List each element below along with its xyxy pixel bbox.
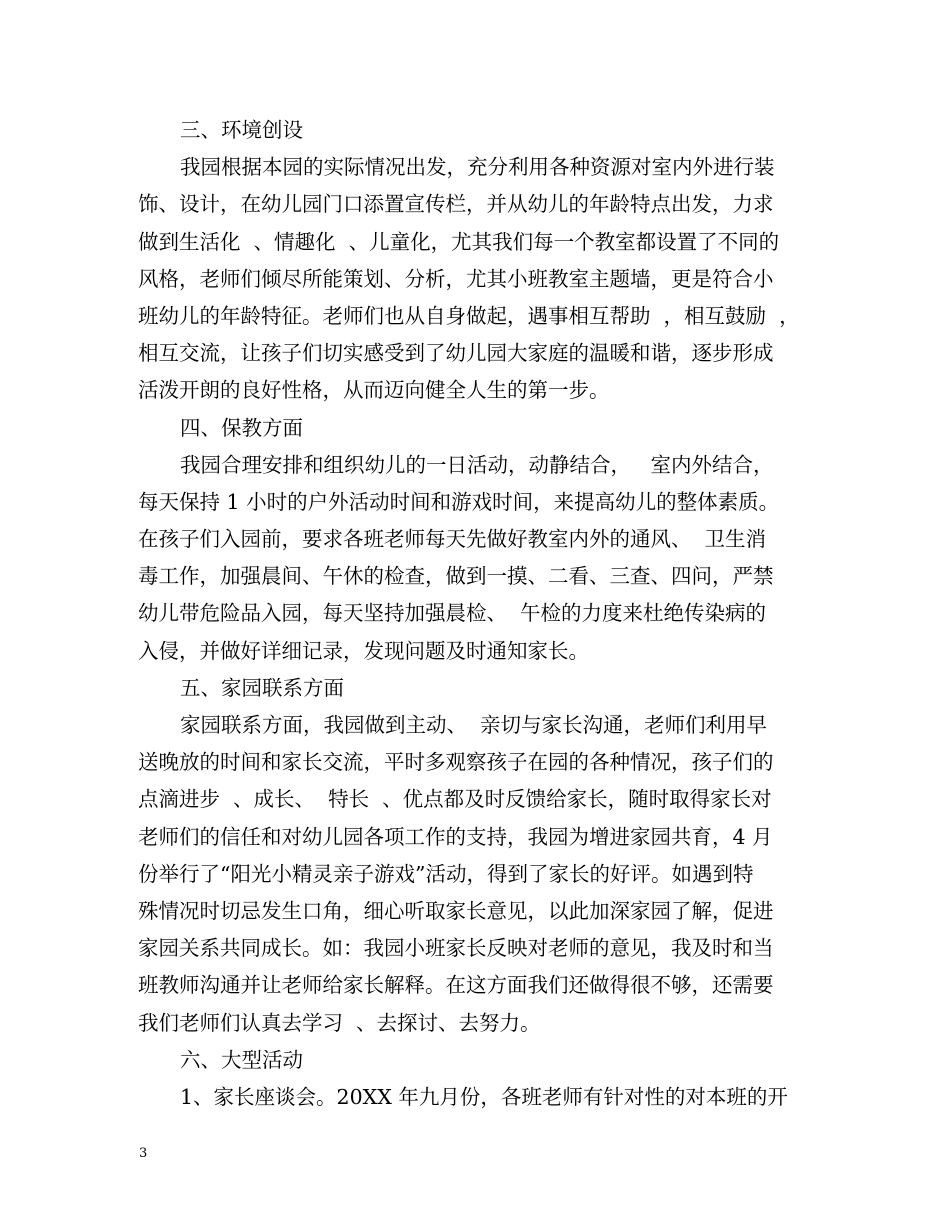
section-heading: 四、保教方面 <box>180 415 303 440</box>
section-heading: 六、大型活动 <box>180 1047 303 1072</box>
paragraph-line: 殊情况时切忌发生口角，细心听取家长意见，以此加深家园了解，促进 <box>138 898 774 923</box>
document-body <box>138 112 828 1116</box>
paragraph-line: 幼儿带危险品入园，每天坚持加强晨检、 午检的力度来杜绝传染病的 <box>138 601 767 626</box>
paragraph-line: 家园关系共同成长。如：我园小班家长反映对老师的意见，我及时和当 <box>138 936 774 961</box>
paragraph-line: 入侵，并做好详细记录，发现问题及时通知家长。 <box>138 638 589 663</box>
paragraph-line: 毒工作，加强晨间、午休的检查，做到一摸、二看、三查、四问，严禁 <box>138 564 774 589</box>
paragraph-line: 班幼儿的年龄特征。老师们也从自身做起，遇事相互帮助 ，相互鼓励 ， <box>138 303 800 328</box>
paragraph-line: 相互交流，让孩子们切实感受到了幼儿园大家庭的温暖和谐，逐步形成 <box>138 341 774 366</box>
paragraph-line: 风格，老师们倾尽所能策划、分析，尤其小班教室主题墙，更是符合小 <box>138 266 774 291</box>
paragraph-line: 做到生活化 、情趣化 、儿童化，尤其我们每一个教室都设置了不同的 <box>138 229 780 254</box>
paragraph-line: 每天保持 1 小时的户外活动时间和游戏时间，来提高幼儿的整体素质。 <box>138 489 780 514</box>
paragraph-line: 1、家长座谈会。20XX 年九月份，各班老师有针对性的对本班的开 <box>180 1084 788 1109</box>
paragraph-line: 饰、设计，在幼儿园门口添置宣传栏，并从幼儿的年龄特点出发，力求 <box>138 192 774 217</box>
paragraph-line: 我园合理安排和组织幼儿的一日活动，动静结合， 室内外结合， <box>180 452 774 477</box>
paragraph-line: 份举行了“阳光小精灵亲子游戏”活动，得到了家长的好评。如遇到特 <box>138 861 754 886</box>
page-number: 3 <box>139 1146 148 1161</box>
paragraph-line: 在孩子们入园前，要求各班老师每天先做好教室内外的通风、 卫生消 <box>138 527 767 552</box>
section-heading: 三、环境创设 <box>180 118 303 142</box>
paragraph-line: 活泼开朗的良好性格，从而迈向健全人生的第一步。 <box>138 378 610 403</box>
paragraph-line: 我们老师们认真去学习 、去探讨、去努力。 <box>138 1010 541 1035</box>
paragraph-line: 家园联系方面，我园做到主动、 亲切与家长沟通，老师们利用早 <box>180 713 768 737</box>
paragraph-line: 我园根据本园的实际情况出发，充分利用各种资源对室内外进行装 <box>180 155 775 180</box>
paragraph-line: 点滴进步 、成长、 特长 、优点都及时反馈给家长，随时取得家长对 <box>138 787 772 812</box>
paragraph-line: 老师们的信任和对幼儿园各项工作的支持，我园为增进家园共育，4 月 <box>138 824 773 849</box>
section-heading: 五、家园联系方面 <box>180 675 344 700</box>
paragraph-line: 班教师沟通并让老师给家长解释。在这方面我们还做得很不够，还需要 <box>138 973 774 998</box>
paragraph-line: 送晚放的时间和家长交流，平时多观察孩子在园的各种情况，孩子们的 <box>138 750 774 775</box>
